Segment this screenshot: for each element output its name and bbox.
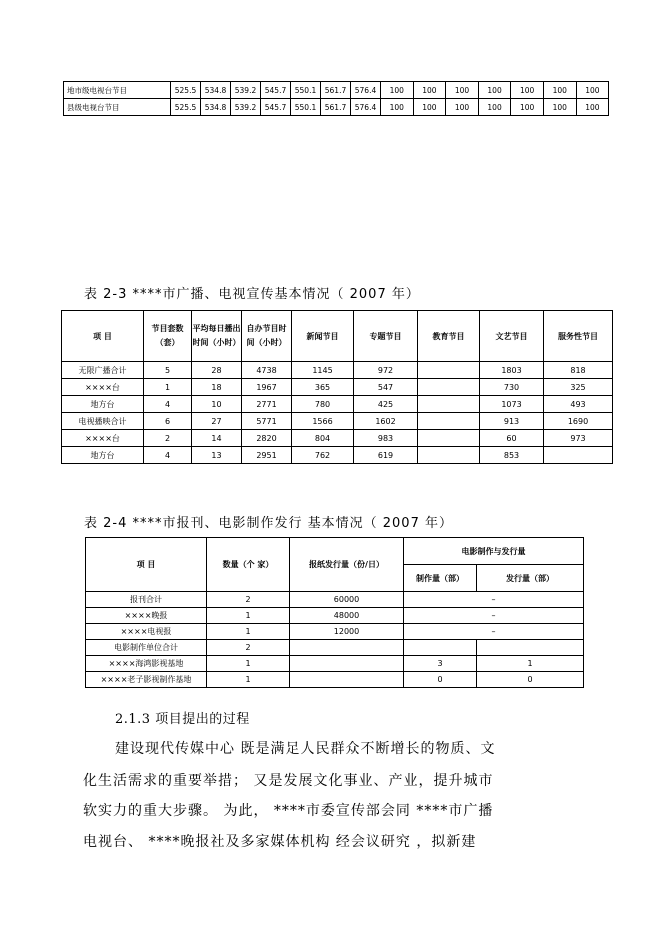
cell-special: 1602	[354, 413, 418, 430]
cell-circ: 48000	[290, 608, 404, 624]
cell-item: 报刊合计	[86, 592, 207, 608]
cell-special: 547	[354, 379, 418, 396]
cell-arts: 913	[480, 413, 544, 430]
broadcast-tv-table	[61, 310, 613, 464]
cell-item: ××××晚报	[86, 608, 207, 624]
table-cell: 100	[413, 82, 446, 99]
cell-sets: 4	[144, 447, 192, 464]
cell-item: ××××海鸿影视基地	[86, 656, 207, 672]
cell-special: 983	[354, 430, 418, 447]
cell-service: 973	[544, 430, 613, 447]
cell-circ	[290, 640, 404, 656]
cell-arts: 1073	[480, 396, 544, 413]
table-cell: 539.2	[231, 82, 261, 99]
cell-avg: 14	[192, 430, 242, 447]
cell-avg: 18	[192, 379, 242, 396]
cell-item: 无限广播合计	[62, 362, 144, 379]
table-cell: 100	[478, 99, 511, 116]
cell-service: 325	[544, 379, 613, 396]
table-cell: 525.5	[171, 99, 201, 116]
table-cell: 100	[576, 99, 609, 116]
cell-arts: 60	[480, 430, 544, 447]
cell-film: –	[404, 608, 584, 624]
table-cell: 100	[478, 82, 511, 99]
header-distribution: 发行量（部）	[477, 565, 584, 592]
header-film-group: 电影制作与发行量	[404, 538, 584, 565]
cell-item: 电影制作单位合计	[86, 640, 207, 656]
cell-circ: 60000	[290, 592, 404, 608]
table-cell: 100	[511, 99, 544, 116]
cell-avg: 10	[192, 396, 242, 413]
header-avg-time: 平均每日播出时间（小时）	[192, 311, 242, 362]
cell-item: ××××台	[62, 430, 144, 447]
cell-news: 780	[292, 396, 354, 413]
paragraph-line: 软实力的重大步骤。 为此， ****市委宣传部会同 ****市广播	[83, 803, 494, 819]
table-row	[62, 379, 613, 396]
cell-special: 425	[354, 396, 418, 413]
cell-edu	[418, 447, 480, 464]
table-cell: 561.7	[321, 82, 351, 99]
header-sets: 节目套数（套）	[144, 311, 192, 362]
table-cell: 100	[446, 99, 479, 116]
cell-edu	[418, 379, 480, 396]
table-header-row	[86, 538, 584, 565]
cell-prod	[404, 640, 477, 656]
header-item: 项 目	[86, 538, 207, 592]
table-cell: 550.1	[291, 99, 321, 116]
table-row	[86, 592, 584, 608]
table-cell: 100	[543, 82, 576, 99]
cell-news: 1145	[292, 362, 354, 379]
cell-self: 4738	[242, 362, 292, 379]
row-label: 地市级电视台节目	[64, 82, 171, 99]
cell-item: ××××台	[62, 379, 144, 396]
table-row	[62, 430, 613, 447]
table-row	[62, 362, 613, 379]
cell-avg: 27	[192, 413, 242, 430]
cell-circ	[290, 672, 404, 688]
table-cell: 100	[576, 82, 609, 99]
table-row	[62, 447, 613, 464]
table-cell: 539.2	[231, 99, 261, 116]
table-cell: 545.7	[261, 99, 291, 116]
cell-qty: 1	[207, 608, 290, 624]
cell-dist	[477, 640, 584, 656]
cell-sets: 1	[144, 379, 192, 396]
table-cell: 534.8	[201, 82, 231, 99]
cell-service: 1690	[544, 413, 613, 430]
cell-film: –	[404, 592, 584, 608]
table-cell: 550.1	[291, 82, 321, 99]
table-row	[62, 396, 613, 413]
cell-edu	[418, 413, 480, 430]
cell-qty: 2	[207, 640, 290, 656]
cell-sets: 5	[144, 362, 192, 379]
cell-qty: 2	[207, 592, 290, 608]
cell-service: 818	[544, 362, 613, 379]
cell-news: 365	[292, 379, 354, 396]
cell-prod: 0	[404, 672, 477, 688]
paragraph-line: 电视台、 ****晚报社及多家媒体机构 经会议研究 ，拟新建	[83, 834, 477, 850]
header-news: 新闻节目	[292, 311, 354, 362]
cell-self: 2951	[242, 447, 292, 464]
table-2-3-caption: 表 2-3 ****市广播、电视宣传基本情况（ 2007 年）	[84, 287, 420, 302]
table-row	[86, 672, 584, 688]
table-cell: 525.5	[171, 82, 201, 99]
cell-service: 493	[544, 396, 613, 413]
table-cell: 576.4	[351, 82, 381, 99]
table-cell: 100	[511, 82, 544, 99]
cell-special: 972	[354, 362, 418, 379]
cell-self: 5771	[242, 413, 292, 430]
header-production: 制作量（部）	[404, 565, 477, 592]
press-film-table	[85, 537, 584, 688]
cell-arts: 853	[480, 447, 544, 464]
cell-item: 电视播映合计	[62, 413, 144, 430]
table-2-4-caption: 表 2-4 ****市报刊、电影制作发行 基本情况（ 2007 年）	[84, 516, 453, 531]
cell-self: 2771	[242, 396, 292, 413]
cell-item: ××××老子影视制作基地	[86, 672, 207, 688]
section-heading: 2.1.3 项目提出的过程	[115, 712, 250, 727]
table-header-row	[62, 311, 613, 362]
table-cell: 545.7	[261, 82, 291, 99]
cell-special: 619	[354, 447, 418, 464]
table-row	[64, 82, 609, 99]
cell-circ: 12000	[290, 624, 404, 640]
cell-self: 2820	[242, 430, 292, 447]
table-cell: 100	[446, 82, 479, 99]
cell-sets: 6	[144, 413, 192, 430]
cell-qty: 1	[207, 624, 290, 640]
cell-item: ××××电视报	[86, 624, 207, 640]
header-quantity: 数量（个 家）	[207, 538, 290, 592]
cell-service	[544, 447, 613, 464]
cell-avg: 28	[192, 362, 242, 379]
ratio-table	[63, 81, 609, 116]
table-row	[62, 413, 613, 430]
header-service: 服务性节目	[544, 311, 613, 362]
header-item: 项 目	[62, 311, 144, 362]
cell-edu	[418, 396, 480, 413]
table-row	[64, 99, 609, 116]
cell-arts: 1803	[480, 362, 544, 379]
table-cell: 534.8	[201, 99, 231, 116]
table-cell: 561.7	[321, 99, 351, 116]
cell-circ	[290, 656, 404, 672]
header-self-made-time: 自办节目时 间（小时）	[242, 311, 292, 362]
table-cell: 100	[413, 99, 446, 116]
table-row	[86, 640, 584, 656]
row-label: 县级电视台节目	[64, 99, 171, 116]
table-cell: 576.4	[351, 99, 381, 116]
cell-prod: 3	[404, 656, 477, 672]
table-row	[86, 608, 584, 624]
cell-avg: 13	[192, 447, 242, 464]
header-circulation: 报纸发行量（份/日）	[290, 538, 404, 592]
table-row	[86, 656, 584, 672]
cell-item: 地方台	[62, 447, 144, 464]
cell-news: 804	[292, 430, 354, 447]
paragraph-line: 建设现代传媒中心 既是满足人民群众不断增长的物质、文	[115, 741, 496, 757]
cell-edu	[418, 430, 480, 447]
cell-dist: 1	[477, 656, 584, 672]
table-cell: 100	[381, 99, 414, 116]
header-education: 教育节目	[418, 311, 480, 362]
cell-arts: 730	[480, 379, 544, 396]
cell-self: 1967	[242, 379, 292, 396]
cell-item: 地方台	[62, 396, 144, 413]
cell-edu	[418, 362, 480, 379]
cell-news: 1566	[292, 413, 354, 430]
cell-film: –	[404, 624, 584, 640]
cell-sets: 2	[144, 430, 192, 447]
table-cell: 100	[543, 99, 576, 116]
cell-qty: 1	[207, 672, 290, 688]
paragraph-line: 化生活需求的重要举措； 又是发展文化事业、产业，提升城市	[83, 773, 494, 789]
cell-news: 762	[292, 447, 354, 464]
table-row	[86, 624, 584, 640]
header-special: 专题节目	[354, 311, 418, 362]
table-cell: 100	[381, 82, 414, 99]
cell-sets: 4	[144, 396, 192, 413]
cell-dist: 0	[477, 672, 584, 688]
cell-qty: 1	[207, 656, 290, 672]
header-arts: 文艺节目	[480, 311, 544, 362]
